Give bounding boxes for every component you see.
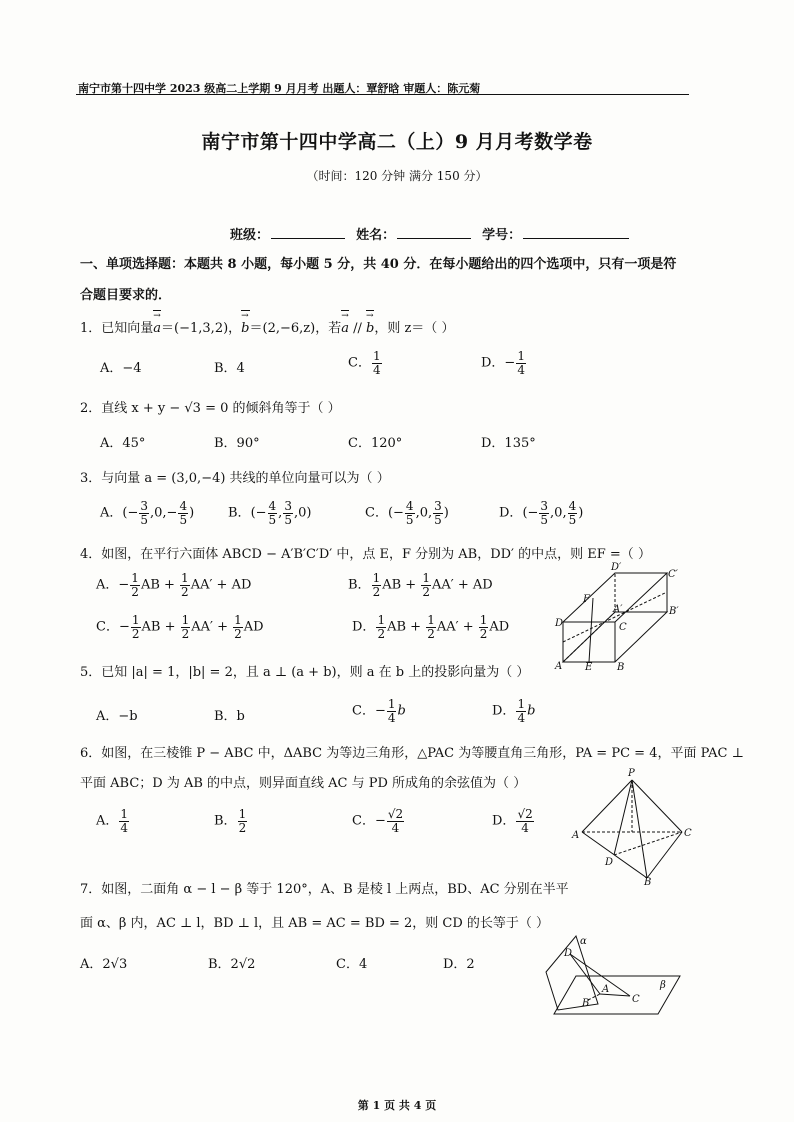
name-blank <box>397 226 471 239</box>
svg-text:B: B <box>582 998 590 1009</box>
page-number: 第 1 页 共 4 页 <box>357 1099 437 1112</box>
section-heading-line1: 一、单项选择题：本题共 8 小题，每小题 5 分，共 40 分．在每小题给出的四个选项中，只有一项是符 <box>80 257 677 272</box>
question-7-option-b: B．2√2 <box>208 957 256 972</box>
id-label: 学号： <box>482 228 522 243</box>
svg-text:C: C <box>632 994 640 1005</box>
parallelepiped-figure <box>555 562 685 673</box>
question-2-option-b: B．90° <box>214 436 260 451</box>
question-6-option-a: A． $\frac{1}{4}$ <box>96 807 129 835</box>
svg-text:B′: B′ <box>669 606 679 617</box>
question-4-option-d: D． $\frac{1}{2}$ AB + $\frac{1}{2}$ AA′ + $\frac{1}{2}$ AD <box>352 613 510 641</box>
question-4-option-b: B． $\frac{1}{2}$ AB + $\frac{1}{2}$ AA′ + AD <box>348 571 493 599</box>
question-5-option-c: C．− $\frac{1}{4}$ b <box>352 697 406 725</box>
question-6-option-b: B． $\frac{1}{2}$ <box>214 807 247 835</box>
class-blank <box>271 226 345 239</box>
question-3-option-a: A．(− $\frac{3}{5}$ ,0,− $\frac{4}{5}$ ) <box>100 499 195 527</box>
question-5-stem: 5．已知 |a| = 1，|b| = 2，且 a ⊥ (a + b)，则 a 在 b 上的投影向量为（ ） <box>80 665 530 680</box>
question-4-stem: 4．如图，在平行六面体 ABCD − A′B′C′D′ 中，点 E，F 分别为 AB，DD′ 的中点，则 EF =（ ） <box>80 547 651 562</box>
question-6-line1: 6．如图，在三棱锥 P − ABC 中，ΔABC 为等边三角形，△PAC 为等腰直角三角形，PA = PC = 4，平面 PAC ⊥ <box>80 746 744 761</box>
svg-text:D: D <box>555 618 564 629</box>
question-2-option-a: A．45° <box>100 436 146 451</box>
svg-text:C: C <box>619 622 627 633</box>
section-heading-line2: 合题目要求的． <box>80 288 172 303</box>
svg-text:D: D <box>564 948 573 959</box>
question-7-line1: 7．如图，二面角 α − l − β 等于 120°，A、B 是棱 l 上两点，BD、AC 分别在半平 <box>80 882 569 897</box>
name-label: 姓名： <box>356 228 396 243</box>
svg-text:A′: A′ <box>613 604 623 615</box>
question-5-option-a: A．−b <box>96 709 138 724</box>
question-7-line2: 面 α、β 内，AC ⊥ l，BD ⊥ l，且 AB = AC = BD = 2，则 CD 的长等于（ ） <box>80 916 550 931</box>
question-1-stem: 1．已知向量a →＝(−1,3,2)，b →＝(2,−6,z)，若a → // b →，则 z＝（ ） <box>80 317 454 336</box>
question-3-option-b: B．(− $\frac{4}{5}$ , $\frac{3}{5}$ ,0) <box>228 499 312 527</box>
svg-text:A: A <box>555 661 563 672</box>
question-5-option-b: B．b <box>214 709 245 724</box>
exam-header-line: 南宁市第十四中学 2023 级高二上学期 9 月月考 出题人：覃舒晗 审题人：陈元菊 <box>78 82 481 95</box>
question-7-option-a: A．2√3 <box>80 957 128 972</box>
question-3-option-c: C．(− $\frac{4}{5}$ ,0, $\frac{3}{5}$ ) <box>365 499 449 527</box>
page-title: 南宁市第十四中学高二（上）9 月月考数学卷 <box>201 131 593 153</box>
question-3-option-d: D．(− $\frac{3}{5}$ ,0, $\frac{4}{5}$ ) <box>499 499 584 527</box>
question-1-option-d: D．− $\frac{1}{4}$ <box>481 349 525 377</box>
svg-text:C′: C′ <box>668 569 678 580</box>
exam-subtitle: （时间：120 分钟 满分 150 分） <box>306 169 488 183</box>
question-1-option-a: A．−4 <box>100 361 142 376</box>
svg-text:D: D <box>605 857 614 868</box>
question-6-option-c: C．− $\frac{√2}{4}$ <box>352 807 404 835</box>
svg-text:A: A <box>572 830 580 841</box>
question-2-option-c: C．120° <box>348 436 403 451</box>
question-7-option-c: C．4 <box>336 957 368 972</box>
question-5-option-d: D． $\frac{1}{4}$ b <box>492 697 536 725</box>
svg-text:B: B <box>644 877 652 888</box>
svg-text:β: β <box>660 980 666 991</box>
question-1-option-b: B．4 <box>214 361 245 376</box>
svg-text:E: E <box>585 662 593 673</box>
pyramid-figure <box>572 768 692 888</box>
question-2-stem: 2．直线 x + y − √3 = 0 的倾斜角等于（ ） <box>80 401 341 416</box>
question-6-line2: 平面 ABC；D 为 AB 的中点，则异面直线 AC 与 PD 所成角的余弦值为（ ） <box>80 776 527 791</box>
question-4-option-c: C．− $\frac{1}{2}$ AB + $\frac{1}{2}$ AA′ + $\frac{1}{2}$ AD <box>96 613 264 641</box>
question-6-option-d: D． $\frac{√2}{4}$ <box>492 807 533 835</box>
id-blank <box>523 226 629 239</box>
question-1-option-c: C． $\frac{1}{4}$ <box>348 349 381 377</box>
header-rule <box>76 94 689 95</box>
svg-text:A: A <box>602 984 610 995</box>
question-2-option-d: D．135° <box>481 436 536 451</box>
question-3-stem: 3．与向量 a = (3,0,−4) 共线的单位向量可以为（ ） <box>80 471 390 486</box>
question-7-option-d: D．2 <box>443 957 475 972</box>
svg-text:C: C <box>684 828 692 839</box>
student-info-row <box>230 224 631 243</box>
svg-text:D′: D′ <box>611 562 622 573</box>
dihedral-angle-figure <box>540 932 690 1022</box>
svg-text:α: α <box>580 936 587 947</box>
svg-text:P: P <box>628 768 635 779</box>
svg-text:F: F <box>583 594 590 605</box>
class-label: 班级： <box>230 228 270 243</box>
svg-text:B: B <box>617 662 625 673</box>
question-4-option-a: A．− $\frac{1}{2}$ AB + $\frac{1}{2}$ AA′ + AD <box>96 571 252 599</box>
